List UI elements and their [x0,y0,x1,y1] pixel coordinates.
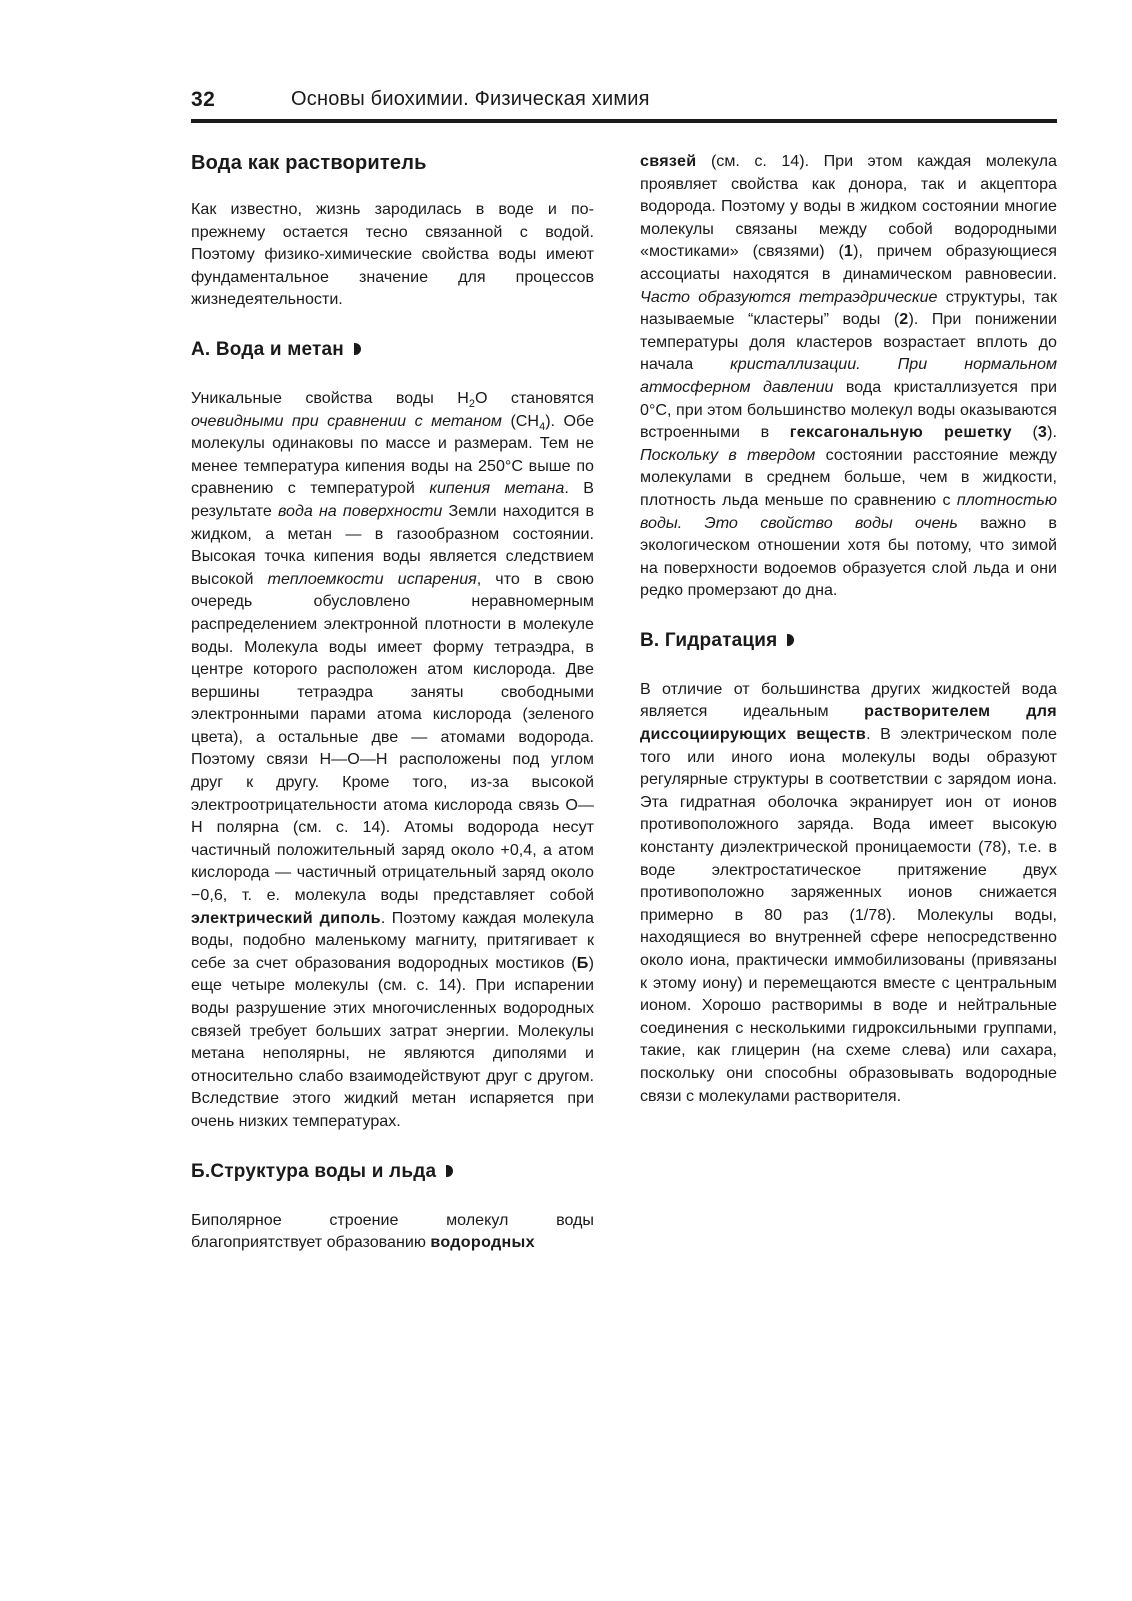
subsection-c-title: В. Гидратация [640,629,778,651]
subsection-a-heading [191,337,594,363]
subsection-a-title: А. Вода и метан [191,338,344,360]
section-title: Вода как растворитель [191,152,427,174]
section-marker-icon [787,634,794,646]
subsection-a-paragraph: Уникальные свойства воды $H_2O$ становятся очевидными при сравнении с метаном $(CH_4)$. Обе молекулы одинаковы по массе и размерам. Тем не менее температура кипения воды на 250°C выше по сравнению с температурой кипения метана. В результате вода на поверхности Земли находится в жидком, а метан — в газообразном состоянии. Высокая точка кипения воды является следствием высокой теплоемкости испарения, что в свою очередь обусловлено неравномерным распределением электронной плотности в молекуле воды. Молекула воды имеет форму тетраэдра, в центре которого расположен атом кислорода. Две вершины тетраэдра заняты свободными электронными парами атома кислорода (зеленого цвета), а остальные две — атомами водорода. Поэтому связи H—O—H расположены под углом друг к другу. Кроме того, из-за высокой электроотрицательности атома кислорода связь O—H полярна (см. с. 14). Атомы водорода несут частичный положительный заряд около +0,4, а атом кислорода — частичный отрицательный заряд около −0,6, т. е. молекула воды представляет собой электрический диполь. Поэтому каждая молекула воды, подобно маленькому магниту, притягивает к себе за счет образования водородных мостиков (Б) еще четыре молекулы (см. с. 14). При испарении воды разрушение этих многочисленных водородных связей требует больших затрат энергии. Молекулы метана неполярны, не являются диполями и относительно слабо взаимодействуют друг с другом. Вследствие этого жидкий метан испаряется при очень низких температурах. [191,388,595,1130]
intro-paragraph: Как известно, жизнь зародилась в воде и по-прежнему остается тесно связанной с водой. Поэтому физико-химические свойства воды имеют фундаментальное значение для процессов жизнедеятельности. [191,200,594,309]
subsection-c-paragraph: В отличие от большинства других жидкостей вода является идеальным растворителем для диссоциирующих веществ. В электрическом поле того или иного иона молекулы воды образуют регулярные структуры в соответствии с зарядом иона. Эта гидратная оболочка экранирует ион от ионов противоположного заряда. Вода имеет высокую константу диэлектрической проницаемости (78), т.е. в воде электростатическое притяжение двух противоположно заряженных ионов снижается примерно в 80 раз (1/78). Молекулы воды, находящиеся во внутренней сфере непосредственно около иона, практически иммобилизованы (привязаны к этому иону) и перемещаются вместе с центральным ионом. Хорошо растворимы в воде и нейтральные соединения с несколькими гидроксильными группами, такие, как глицерин (на схеме слева) или сахара, поскольку они способны образовывать водородные связи с молекулами растворителя. [640,679,1058,1105]
subsection-c-heading [640,628,1057,654]
page-header [191,88,1057,122]
header-rule [191,119,1057,123]
subsection-b-heading [191,1159,594,1185]
section-marker-icon [446,1165,453,1177]
right-column [640,150,1057,1107]
subsection-b-paragraph: Биполярное строение молекул воды благоприятствует образованию водородных [191,1210,594,1252]
subsection-b-continued: связей (см. с. 14). При этом каждая молекула проявляет свойства как донора, так и акцептора водорода. Поэтому у воды в жидком состоянии многие молекулы связаны между собой водородными «мостиками» (связями) (1), причем образующиеся ассоциаты находятся в динамическом равновесии. Часто образуются тетраэдрические структуры, так называемые “кластеры” воды (2). При понижении температуры доля кластеров возрастает вплоть до начала кристаллизации. При нормальном атмосферном давлении вода кристаллизуется при 0°C, при этом большинство молекул воды оказываются встроенными в гексагональную решетку (3). Поскольку в твердом состоянии расстояние между молекулами в среднем больше, чем в жидкости, плотность льда меньше по сравнению с плотностью воды. Это свойство воды очень важно в экологическом отношении хотя бы потому, что зимой на поверхности водоемов образуется слой льда и они редко промерзают до дна. [640,152,1057,600]
subsection-b-title: Б.Структура воды и льда [191,1160,437,1182]
section-marker-icon [354,343,361,355]
left-column [191,150,594,1254]
running-title: Основы биохимии. Физическая химия [291,88,650,110]
page-number: 32 [191,88,216,111]
